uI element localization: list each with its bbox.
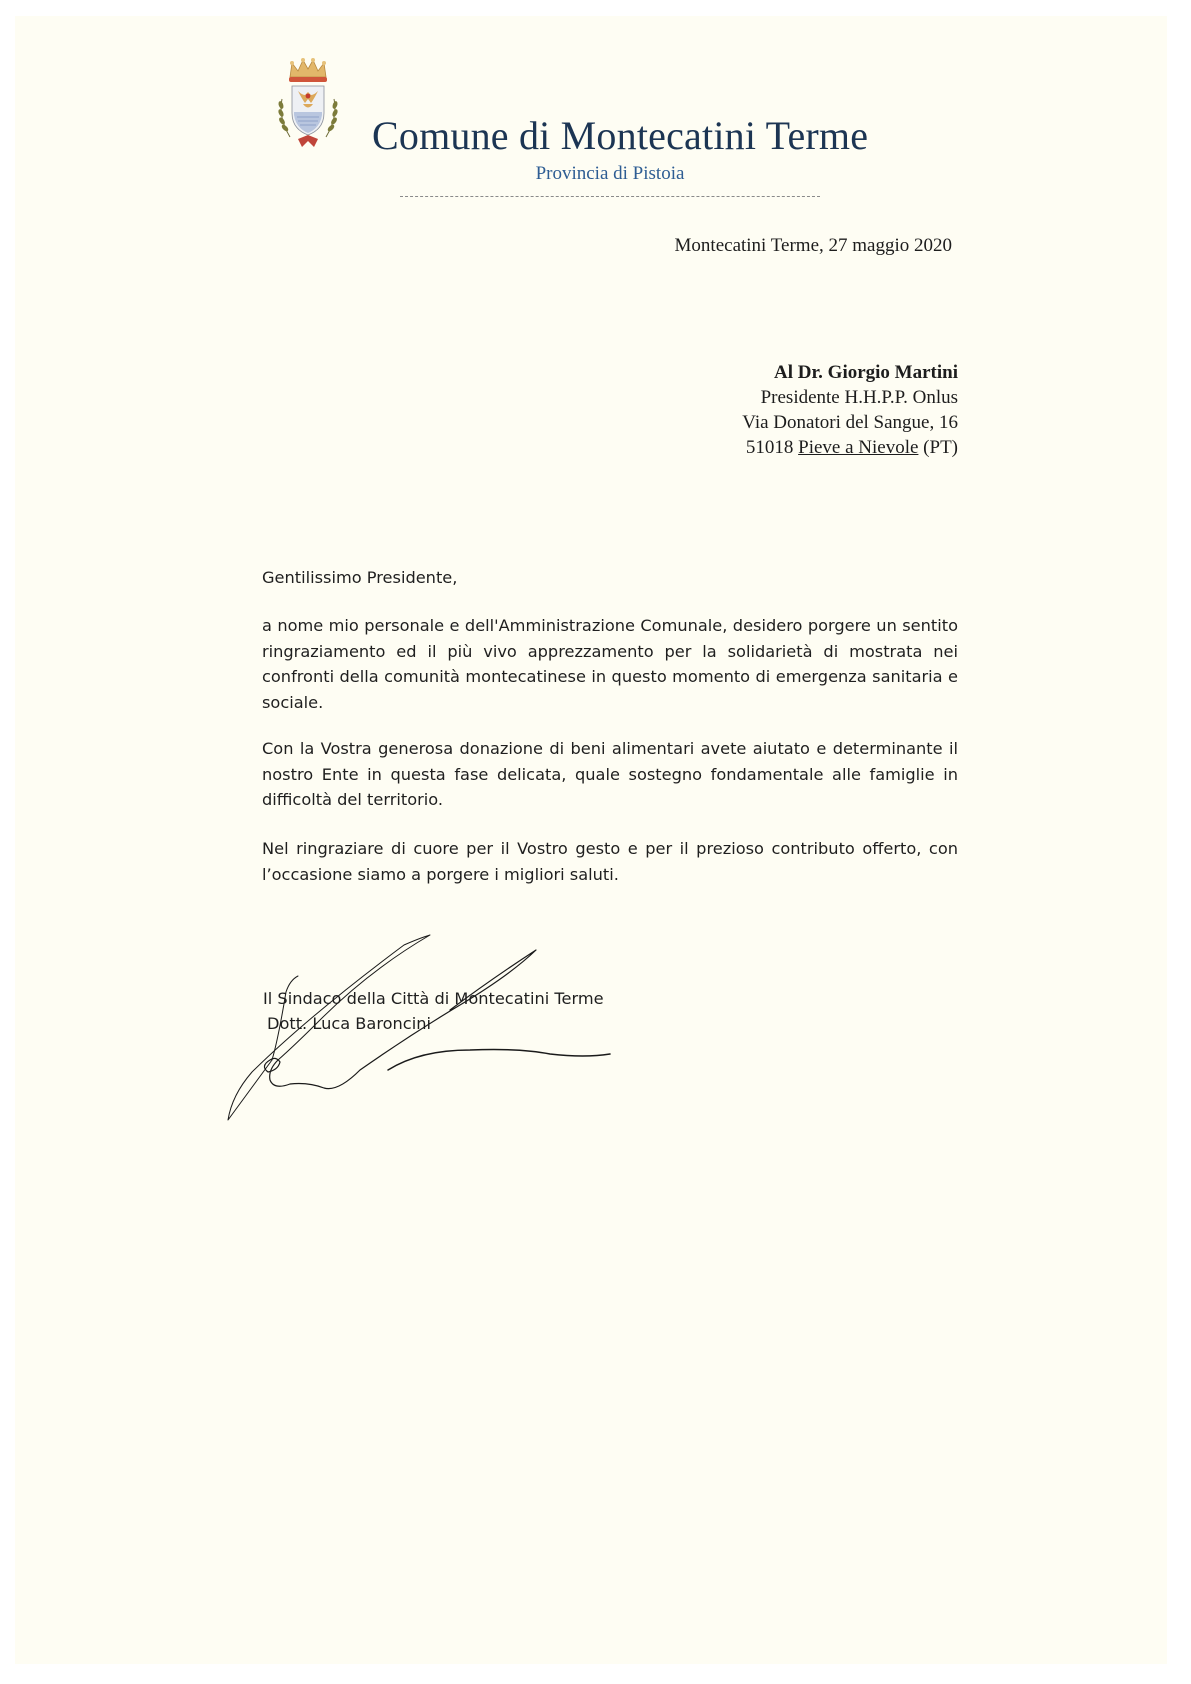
letterhead-divider — [400, 196, 820, 197]
coat-of-arms-icon — [268, 55, 348, 153]
shield-icon — [292, 86, 324, 135]
signatory-name: Dott. Luca Baroncini — [267, 1014, 431, 1033]
signatory-title: Il Sindaco della Città di Montecatini Terme — [263, 989, 604, 1008]
paragraph: Con la Vostra generosa donazione di beni alimentari avete aiutato e determinante il nostro Ente in questa fase delicata, quale sostegno fondamentale alle famiglie in difficoltà del territorio. — [262, 739, 958, 809]
paragraph: Nel ringraziare di cuore per il Vostro gesto e per il prezioso contributo offerto, con l’occasione siamo a porgere i migliori saluti. — [262, 839, 958, 884]
ribbon-icon — [298, 135, 318, 147]
greeting: Gentilissimo Presidente, — [262, 568, 458, 587]
recipient-name: Al Dr. Giorgio Martini — [774, 362, 958, 383]
recipient-city: Pieve a Nievole — [798, 437, 919, 458]
recipient-role: Presidente H.H.P.P. Onlus — [760, 387, 958, 408]
date-line: Montecatini Terme, 27 maggio 2020 — [674, 235, 952, 256]
recipient-address — [742, 360, 958, 460]
crown-icon — [289, 58, 327, 82]
recipient-postcode: 51018 — [745, 437, 794, 458]
signature-block — [263, 986, 604, 1036]
recipient-street: Via Donatori del Sangue, 16 — [742, 412, 958, 433]
municipality-title: Comune di Montecatini Terme — [372, 113, 869, 158]
province-subtitle: Provincia di Pistoia — [535, 163, 685, 184]
paragraph: a nome mio personale e dell'Amministrazione Comunale, desidero porgere un sentito ringraziamento ed il più vivo apprezzamento per la solidarietà di mostrata nei confronti della comunità montecatinese in questo momento di emergenza sanitaria e sociale. — [262, 616, 958, 712]
recipient-province: (PT) — [923, 437, 958, 458]
recipient-city-line — [742, 435, 958, 460]
